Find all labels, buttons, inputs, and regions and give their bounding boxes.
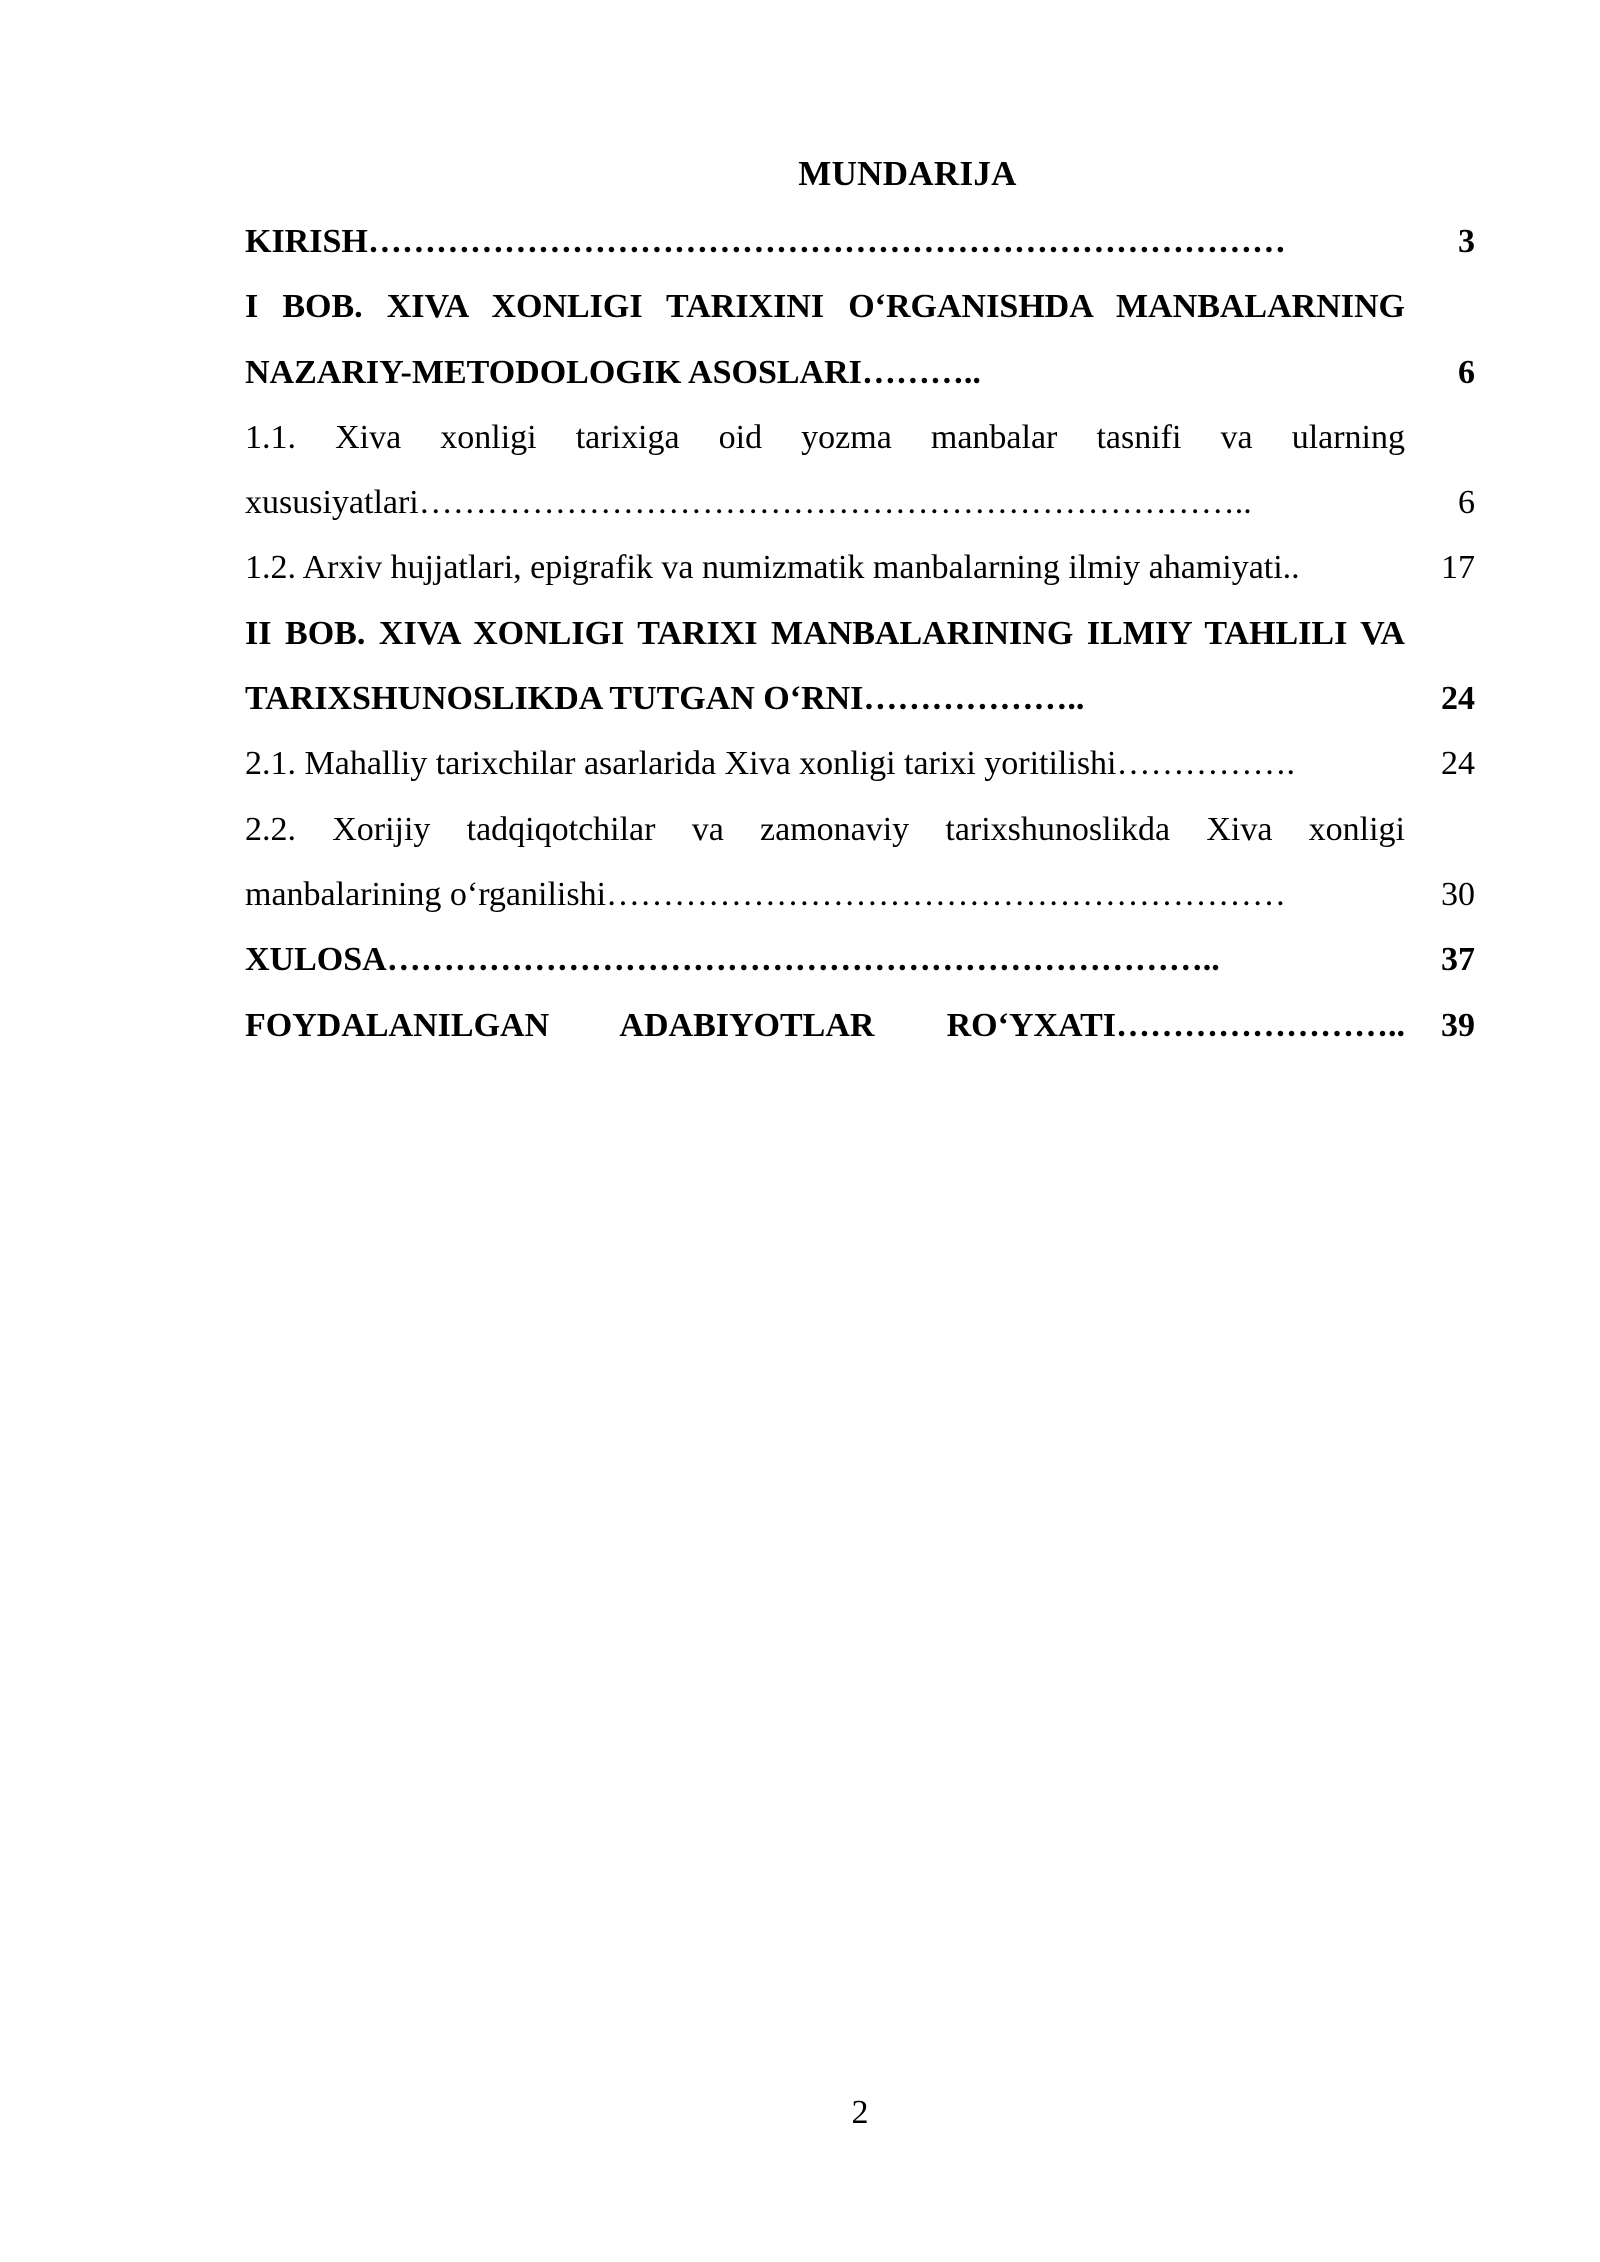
- toc-entry-text: XULOSA………………………………………………………………..: [245, 941, 1220, 979]
- toc-entry-text: 1.1. Xiva xonligi tarixiga oid yozma manbalar tasnifi va ularning xususiyatlari………………………………………………………………..: [245, 418, 1405, 522]
- toc-entry-text: 2.1. Mahalliy tarixchilar asarlarida Xiva xonligi tarixi yoritilishi…………….: [245, 745, 1295, 783]
- toc-entry-xulosa: [245, 927, 1475, 992]
- toc-entry-chapter-2: [245, 601, 1475, 732]
- page-title: MUNDARIJA: [798, 154, 1017, 193]
- toc-entry-page: 6: [1458, 353, 1475, 391]
- toc-entry-page: 30: [1441, 875, 1475, 913]
- table-of-contents: [245, 209, 1475, 1058]
- toc-entry-page: 17: [1441, 549, 1475, 587]
- toc-entry-text: I BOB. XIVA XONLIGI TARIXINI O‘RGANISHDA MANBALARNING NAZARIY-METODOLOGIK ASOSLARI………..: [245, 288, 1405, 391]
- toc-entry-section-1-1: [245, 405, 1475, 536]
- toc-entry-page: 24: [1441, 680, 1475, 718]
- page-number: 2: [851, 2094, 869, 2131]
- toc-entry-section-1-2: [245, 535, 1475, 600]
- toc-entry-page: 37: [1441, 941, 1475, 979]
- toc-entry-page: 39: [1441, 1006, 1475, 1044]
- toc-entry-section-2-1: [245, 731, 1475, 796]
- toc-entry-text: 1.2. Arxiv hujjatlari, epigrafik va numizmatik manbalarning ilmiy ahamiyati..: [245, 549, 1300, 587]
- toc-entry-kirish: [245, 209, 1475, 274]
- toc-entry-text: FOYDALANILGAN ADABIYOTLAR RO‘YXATI……………………..: [245, 1006, 1405, 1044]
- toc-entry-text: 2.2. Xorijiy tadqiqotchilar va zamonaviy tarixshunoslikda Xiva xonligi manbalarining o‘rganilishi……………………………………………………: [245, 810, 1405, 913]
- toc-entry-page: 24: [1441, 745, 1475, 783]
- toc-entry-page: 6: [1458, 484, 1475, 522]
- toc-entry-references: [245, 993, 1475, 1058]
- toc-entry-text: II BOB. XIVA XONLIGI TARIXI MANBALARINING ILMIY TAHLILI VA TARIXSHUNOSLIKDA TUTGAN O‘RNI………………..: [245, 614, 1405, 718]
- toc-entry-section-2-2: [245, 797, 1475, 928]
- toc-entry-text: KIRISH………………………………………………………………………: [245, 223, 1286, 260]
- toc-entry-page: 3: [1458, 223, 1475, 260]
- toc-entry-chapter-1: [245, 274, 1475, 405]
